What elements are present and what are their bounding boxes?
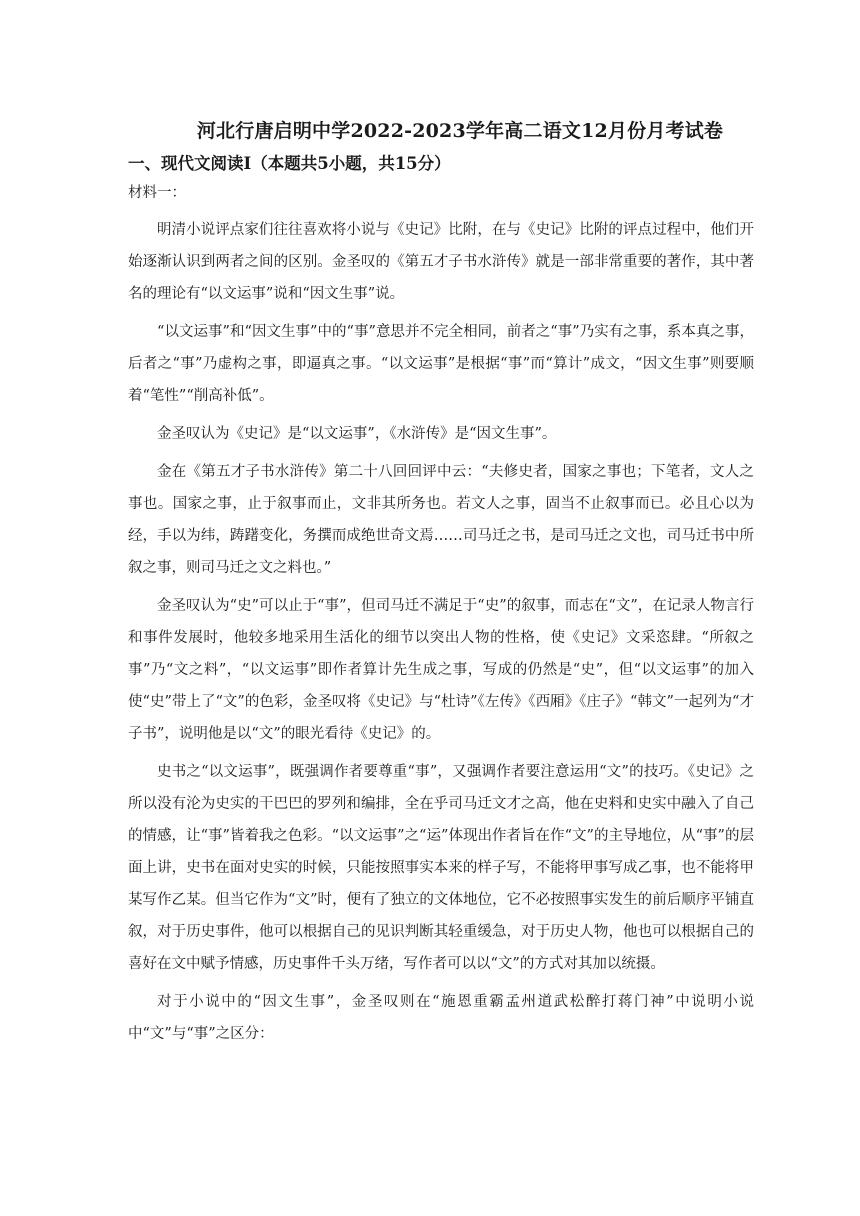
paragraph: 史书之“以文运事”，既强调作者要尊重“事”，又强调作者要注意运用“文”的技巧。《史记》之所以没有沦为史实的干巴巴的罗列和编排，全在乎司马迁文才之高，他在史料和史实中融入了自己的情感，让“事”皆着我之色彩。“以文运事”之“运”体现出作者旨在作“文”的主导地位，从“事”的层面上讲，史书在面对史实的时候，只能按照事实本来的样子写，不能将甲事写成乙事，也不能将甲某写作乙某。但当它作为“文”时，便有了独立的文体地位，它不必按照事实发生的前后顺序平铺直叙，对于历史事件，他可以根据自己的见识判断其轻重缓急，对于历史人物，他也可以根据自己的喜好在文中赋予情感，历史事件千头万绪，写作者可以以“文”的方式对其加以统摄。 (128, 764, 754, 972)
paragraph: 对于小说中的“因文生事”，金圣叹则在“施恩重霸孟州道武松醉打蒋门神”中说明小说中“文”与“事”之区分： (128, 994, 754, 1042)
paragraph: 金在《第五才子书水浒传》第二十八回回评中云：“夫修史者，国家之事也；下笔者，文人之事也。国家之事，止于叙事而止，文非其所务也。若文人之事，固当不止叙事而已。必且心以为经，手以为纬，踌躇变化，务撰而成绝世奇文焉……司马迁之书，是司马迁之文也，司马迁书中所叙之事，则司马迁之文之料也。” (128, 464, 754, 576)
paragraph: 金圣叹认为《史记》是“以文运事”，《水浒传》是“因文生事”。 (157, 426, 557, 442)
paragraph: 金圣叹认为“史”可以止于“事”，但司马迁不满足于“史”的叙事，而志在“文”，在记录人物言行和事件发展时，他较多地采用生活化的细节以突出人物的性格，使《史记》文采恣肆。“所叙之事”乃“文之料”，“以文运事”即作者算计先生成之事，写成的仍然是“史”，但“以文运事”的加入使“史”带上了“文”的色彩，金圣叹将《史记》与“杜诗”《左传》《西厢》《庄子》“韩文”一起列为“才子书”，说明他是以“文”的眼光看待《史记》的。 (128, 598, 754, 742)
paragraph: 明清小说评点家们往往喜欢将小说与《史记》比附，在与《史记》比附的评点过程中，他们开始逐渐认识到两者之间的区别。金圣叹的《第五才子书水浒传》就是一部非常重要的著作，其中著名的理论有“以文运事”说和“因文生事”说。 (128, 222, 754, 302)
section-heading: 一、现代文阅读Ⅰ（本题共5小题，共15分） (128, 154, 451, 173)
document-title: 河北行唐启明中学2022-2023学年高二语文12月份月考试卷 (196, 120, 724, 142)
material-label: 材料一： (128, 185, 186, 201)
paragraph: “以文运事”和“因文生事”中的“事”意思并不完全相同，前者之“事”乃实有之事，系本真之事，后者之“事”乃虚构之事，即逼真之事。“以文运事”是根据“事”而“算计”成文，“因文生事”则要顺着“笔性”“削高补低”。 (128, 324, 754, 404)
